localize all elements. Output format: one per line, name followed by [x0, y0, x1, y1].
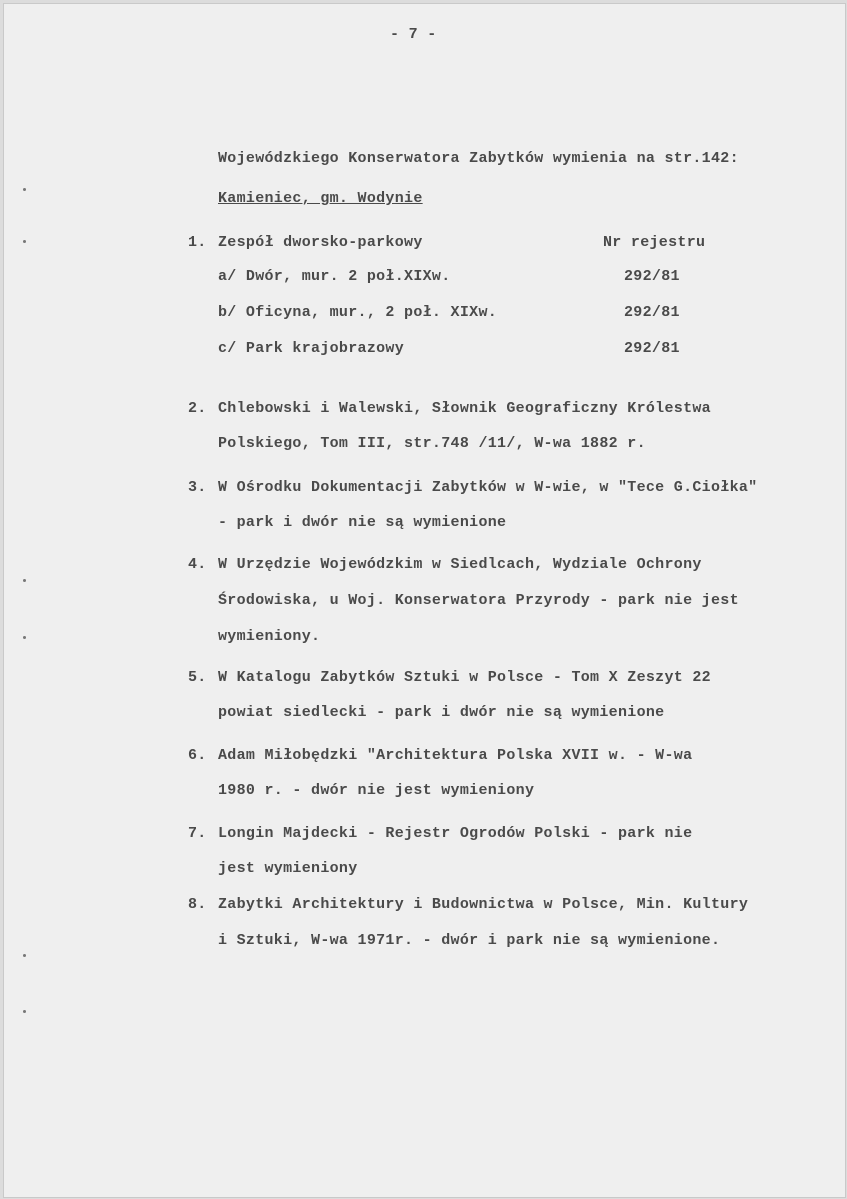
item-line: wymieniony. [218, 628, 321, 645]
item-line: Zabytki Architektury i Budownictwa w Polsce, Min. Kultury [218, 896, 749, 913]
subitem-registry: 292/81 [624, 268, 680, 285]
margin-mark [23, 240, 26, 243]
item-line: 1980 r. - dwór nie jest wymieniony [218, 782, 535, 799]
item-title: Zespół dworsko-parkowy [218, 234, 423, 251]
item-line: W Urzędzie Wojewódzkim w Siedlcach, Wydziale Ochrony [218, 556, 702, 573]
item-line: W Ośrodku Dokumentacji Zabytków w W-wie, w "Tece G.Ciołka" [218, 479, 758, 496]
item-line: Chlebowski i Walewski, Słownik Geograficzny Królestwa [218, 400, 711, 417]
item-number: 4. [188, 556, 207, 573]
location-heading: Kamieniec, gm. Wodynie [218, 190, 423, 207]
item-line: Adam Miłobędzki "Architektura Polska XVII w. - W-wa [218, 747, 693, 764]
item-line: powiat siedlecki - park i dwór nie są wymienione [218, 704, 665, 721]
item-line: i Sztuki, W-wa 1971r. - dwór i park nie są wymienione. [218, 932, 721, 949]
item-number: 1. [188, 234, 207, 251]
margin-mark [23, 579, 26, 582]
subitem-text: a/ Dwór, mur. 2 poł.XIXw. [218, 268, 451, 285]
item-number: 8. [188, 896, 207, 913]
subitem-text: b/ Oficyna, mur., 2 poł. XIXw. [218, 304, 498, 321]
margin-mark [23, 954, 26, 957]
registry-header: Nr rejestru [603, 234, 706, 251]
item-number: 6. [188, 747, 207, 764]
margin-mark [23, 1010, 26, 1013]
subitem-registry: 292/81 [624, 340, 680, 357]
item-line: Środowiska, u Woj. Konserwatora Przyrody - park nie jest [218, 592, 739, 609]
item-line: jest wymieniony [218, 860, 358, 877]
subitem-registry: 292/81 [624, 304, 680, 321]
intro-line: Wojewódzkiego Konserwatora Zabytków wymienia na str.142: [218, 150, 739, 167]
item-line: W Katalogu Zabytków Sztuki w Polsce - Tom X Zeszyt 22 [218, 669, 711, 686]
margin-mark [23, 636, 26, 639]
item-number: 3. [188, 479, 207, 496]
item-number: 7. [188, 825, 207, 842]
item-number: 2. [188, 400, 207, 417]
margin-mark [23, 188, 26, 191]
page-number: - 7 - [390, 26, 437, 43]
subitem-text: c/ Park krajobrazowy [218, 340, 405, 357]
document-page [3, 3, 846, 1198]
item-line: - park i dwór nie są wymienione [218, 514, 507, 531]
item-number: 5. [188, 669, 207, 686]
item-line: Longin Majdecki - Rejestr Ogrodów Polski - park nie [218, 825, 693, 842]
item-line: Polskiego, Tom III, str.748 /11/, W-wa 1882 r. [218, 435, 646, 452]
